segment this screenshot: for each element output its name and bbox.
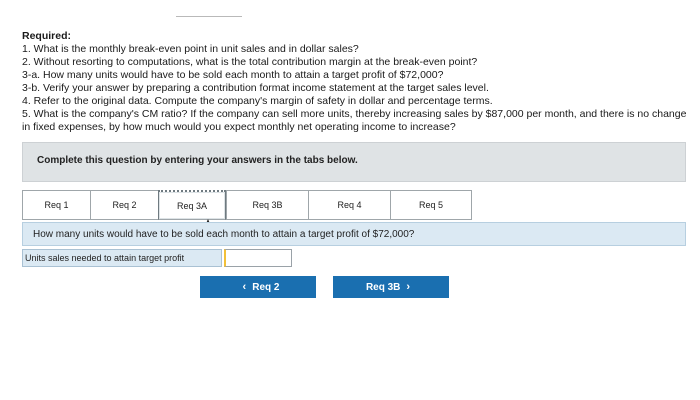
requirements-heading: Required: bbox=[22, 30, 72, 42]
answer-row bbox=[22, 249, 292, 267]
tab-req-2[interactable]: Req 2 bbox=[90, 190, 158, 220]
requirement-3a: 3-a. How many units would have to be sold each month to attain a target profit of $72,000? bbox=[22, 69, 444, 81]
requirement-tabs bbox=[22, 190, 472, 220]
tab-req-5[interactable]: Req 5 bbox=[390, 190, 472, 220]
answer-label: Units sales needed to attain target profit bbox=[22, 249, 222, 267]
requirement-5: 5. What is the company's CM ratio? If the company can sell more units, thereby increasing sales by $87,000 per month, and there is no change in fixed expenses, by how much would you expect monthly net operating income to increase? bbox=[22, 108, 687, 133]
prev-req-button[interactable] bbox=[200, 276, 316, 298]
question-text: How many units would have to be sold each month to attain a target profit of $72,000? bbox=[33, 229, 415, 240]
tab-req-4[interactable]: Req 4 bbox=[308, 190, 390, 220]
requirement-3b: 3-b. Verify your answer by preparing a contribution format income statement at the target sales level. bbox=[22, 82, 489, 94]
instructions-text: Complete this question by entering your answers in the tabs below. bbox=[37, 155, 358, 166]
requirement-4: 4. Refer to the original data. Compute the company's margin of safety in dollar and percentage terms. bbox=[22, 95, 493, 107]
chevron-right-icon: › bbox=[406, 281, 411, 293]
requirement-1: 1. What is the monthly break-even point in unit sales and in dollar sales? bbox=[22, 43, 359, 55]
requirement-2: 2. Without resorting to computations, what is the total contribution margin at the break-even point? bbox=[22, 56, 478, 68]
question-bar bbox=[22, 222, 686, 246]
next-req-button[interactable] bbox=[333, 276, 449, 298]
prev-req-label: Req 2 bbox=[252, 281, 280, 293]
next-req-label: Req 3B bbox=[365, 281, 401, 293]
units-sales-input[interactable] bbox=[224, 249, 292, 267]
tab-req-3a[interactable]: Req 3A bbox=[158, 190, 226, 220]
chevron-left-icon: ‹ bbox=[242, 281, 247, 293]
top-divider bbox=[176, 16, 242, 17]
instructions-box bbox=[22, 142, 686, 182]
tab-req-1[interactable]: Req 1 bbox=[22, 190, 90, 220]
tab-req-3b[interactable]: Req 3B bbox=[226, 190, 308, 220]
requirements-section bbox=[22, 30, 692, 134]
